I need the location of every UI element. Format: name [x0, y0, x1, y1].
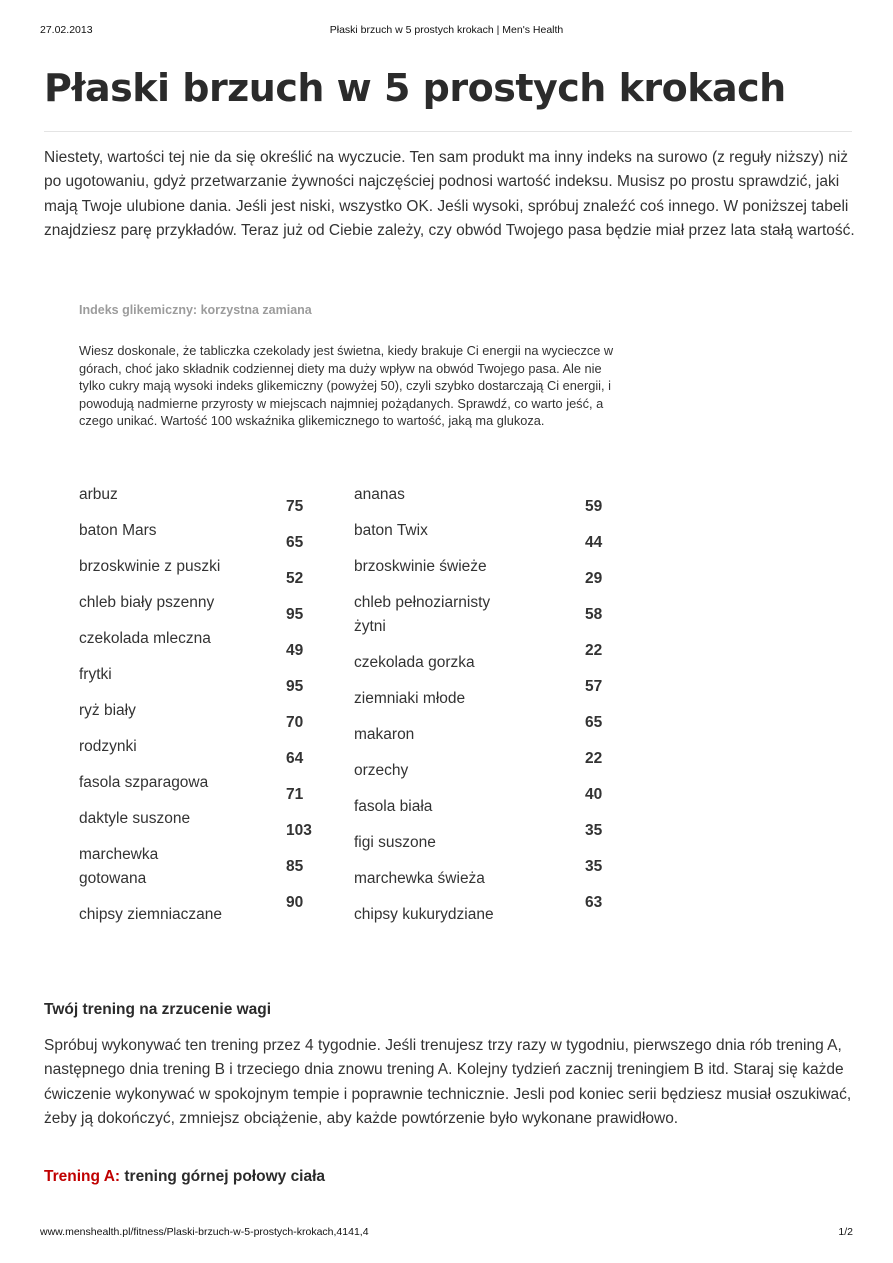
table-cell: fasola biała: [354, 798, 433, 815]
table-cell: ziemniaki młode: [354, 690, 466, 707]
title-divider: [44, 131, 852, 132]
table-cell: 64: [286, 750, 304, 767]
table-cell: 40: [585, 786, 603, 803]
table-cell: 95: [286, 678, 304, 695]
print-date: 27.02.2013: [40, 24, 93, 36]
print-url: www.menshealth.pl/fitness/Plaski-brzuch-w-5-prostych-krokach,4141,4: [40, 1226, 369, 1238]
table-cell: ryż biały: [79, 702, 136, 719]
table-cell: brzoskwinie świeże: [354, 558, 487, 575]
table-cell: 71: [286, 786, 304, 803]
table-cell: 65: [286, 534, 304, 551]
table-cell: chleb pełnoziarnisty żytni: [354, 594, 491, 635]
table-cell: makaron: [354, 726, 415, 743]
table-cell: 44: [585, 534, 603, 551]
table-cell: 22: [585, 642, 603, 659]
table-cell: 85: [286, 858, 304, 875]
table-cell: 90: [286, 894, 304, 911]
table-cell: 52: [286, 570, 304, 587]
table-cell: 59: [585, 498, 603, 515]
table-cell: baton Twix: [354, 522, 428, 539]
table-cell: arbuz: [79, 486, 118, 503]
table-cell: czekolada mleczna: [79, 630, 211, 647]
gi-box-text: Wiesz doskonale, że tabliczka czekolady jest świetna, kiedy brakuje Ci energii na wycieczce w górach, choć jako składnik codziennej diety ma duży wpływ na obwód Twojego pasa. Ale nie tylko cukry mają wysoki indeks glikemiczny (powyżej 50), czyli szybko dostarczają Ci energii, i powodują nadmierne przyrosty w miejscach najmniej pożądanych. Sprawdź, co warto jeść, a czego unikać. Wartość 100 wskaźnika glikemicznego to wartość, jaką ma glukoza.: [79, 343, 614, 429]
article-title: Płaski brzuch w 5 prostych krokach: [44, 66, 786, 110]
print-footer: [40, 1226, 853, 1240]
table-cell: chipsy ziemniaczane: [79, 906, 223, 923]
gi-right-names: [354, 483, 544, 939]
gi-left-values: [286, 495, 326, 927]
table-cell: orzechy: [354, 762, 409, 779]
table-cell: ananas: [354, 486, 405, 503]
training-heading: Twój trening na zrzucenie wagi: [44, 1001, 272, 1018]
table-cell: chleb biały pszenny: [79, 594, 215, 611]
table-cell: 35: [585, 858, 603, 875]
table-cell: 49: [286, 642, 304, 659]
table-cell: baton Mars: [79, 522, 157, 539]
print-page-title: Płaski brzuch w 5 prostych krokach | Men's Health: [329, 24, 564, 36]
gi-box-title: Indeks glikemiczny: korzystna zamiana: [79, 303, 312, 317]
table-cell: 22: [585, 750, 603, 767]
print-page-number: 1/2: [838, 1226, 853, 1238]
table-cell: frytki: [79, 666, 112, 683]
training-a-label: Trening A:: [44, 1168, 121, 1185]
table-cell: figi suszone: [354, 834, 436, 851]
gi-right-values: [585, 495, 625, 927]
table-cell: 35: [585, 822, 603, 839]
table-cell: marchewka gotowana: [79, 846, 159, 887]
table-cell: 57: [585, 678, 603, 695]
gi-left-names: [79, 483, 269, 939]
table-cell: 103: [286, 822, 312, 839]
table-cell: fasola szparagowa: [79, 774, 209, 791]
table-cell: chipsy kukurydziane: [354, 906, 494, 923]
table-cell: 95: [286, 606, 304, 623]
table-cell: 65: [585, 714, 603, 731]
print-header: [40, 24, 853, 38]
table-cell: 63: [585, 894, 603, 911]
table-cell: marchewka świeża: [354, 870, 485, 887]
table-cell: rodzynki: [79, 738, 137, 755]
table-cell: brzoskwinie z puszki: [79, 558, 221, 575]
training-paragraph: Spróbuj wykonywać ten trening przez 4 tygodnie. Jeśli trenujesz trzy razy w tygodniu, pierwszego dnia rób trening A, następnego dnia trening B i trzeciego dnia znowu trening A. Kolejny tydzień zacznij treningiem B itd. Staraj się każde ćwiczenie wykonywać w spokojnym tempie i poprawnie technicznie. Jesli pod koniec serii będziesz musiał oszukiwać, żeby ją dokończyć, zmniejsz obciążenie, aby każde powtórzenie było wykonane prawidłowo.: [44, 1037, 852, 1127]
table-cell: 29: [585, 570, 603, 587]
training-a-title: trening górnej połowy ciała: [120, 1168, 326, 1185]
table-cell: 58: [585, 606, 603, 623]
table-cell: daktyle suszone: [79, 810, 191, 827]
table-cell: 70: [286, 714, 304, 731]
training-a-heading: [44, 1168, 325, 1186]
intro-paragraph: Niestety, wartości tej nie da się określić na wyczucie. Ten sam produkt ma inny indeks na surowo (z reguły niższy) niż po ugotowaniu, gdyż przetwarzanie żywności najczęściej podnosi wartość indeksu. Musisz po prostu sprawdzić, jaki mają Twoje ulubione dania. Jeśli jest niski, wszystko OK. Jeśli wysoki, spróbuj znaleźć coś innego. W poniższej tabeli znajdziesz parę przykładów. Teraz już od Ciebie zależy, czy obwód Twojego pasa będzie miał przez lata stałą wartość.: [44, 149, 855, 239]
table-cell: czekolada gorzka: [354, 654, 475, 671]
table-cell: 75: [286, 498, 304, 515]
